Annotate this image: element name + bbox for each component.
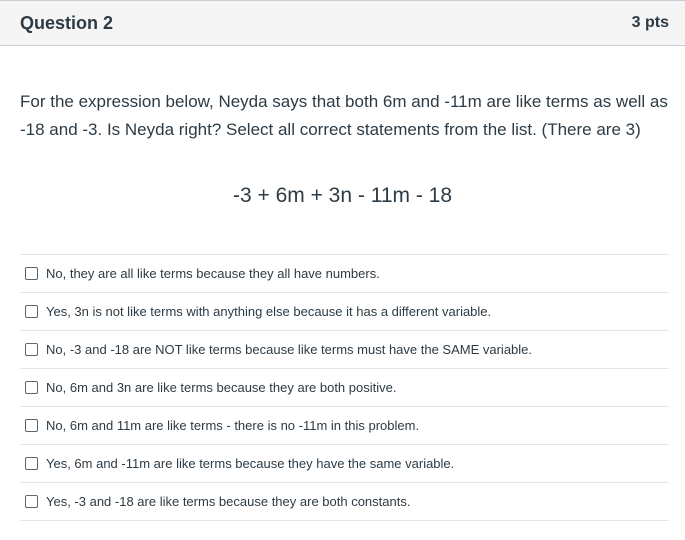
answer-label[interactable]: No, 6m and 11m are like terms - there is no -11m in this problem. [46, 418, 420, 433]
checkbox-icon[interactable] [25, 343, 38, 356]
answer-label[interactable]: No, 6m and 3n are like terms because they are both positive. [46, 380, 397, 395]
answer-label[interactable]: Yes, 3n is not like terms with anything else because it has a different variable. [46, 304, 492, 319]
question-header [0, 0, 685, 46]
answer-label[interactable]: Yes, 6m and -11m are like terms because they have the same variable. [46, 456, 455, 471]
question-text: For the expression below, Neyda says that both 6m and -11m are like terms as well as -18 and -3. Is Neyda right? Select all correct statements from the list. (There are 3) [20, 92, 668, 139]
answer-option[interactable] [20, 445, 669, 483]
checkbox-icon[interactable] [25, 381, 38, 394]
checkbox-icon[interactable] [25, 495, 38, 508]
answer-option[interactable] [20, 407, 669, 445]
answer-label[interactable]: No, -3 and -18 are NOT like terms because like terms must have the SAME variable. [46, 342, 533, 357]
math-expression: -3 + 6m + 3n - 11m - 18 [232, 184, 453, 207]
answer-option[interactable] [20, 483, 669, 521]
checkbox-icon[interactable] [25, 457, 38, 470]
answer-option[interactable] [20, 293, 669, 331]
answer-list [20, 254, 669, 521]
checkbox-icon[interactable] [25, 305, 38, 318]
answer-option[interactable] [20, 255, 669, 293]
question-points: 3 pts [631, 14, 669, 31]
answer-label[interactable]: No, they are all like terms because they all have numbers. [46, 266, 380, 281]
checkbox-icon[interactable] [25, 419, 38, 432]
checkbox-icon[interactable] [25, 267, 38, 280]
answer-option[interactable] [20, 331, 669, 369]
question-title: Question 2 [20, 12, 114, 33]
answer-label[interactable]: Yes, -3 and -18 are like terms because they are both constants. [46, 494, 411, 509]
answer-option[interactable] [20, 369, 669, 407]
